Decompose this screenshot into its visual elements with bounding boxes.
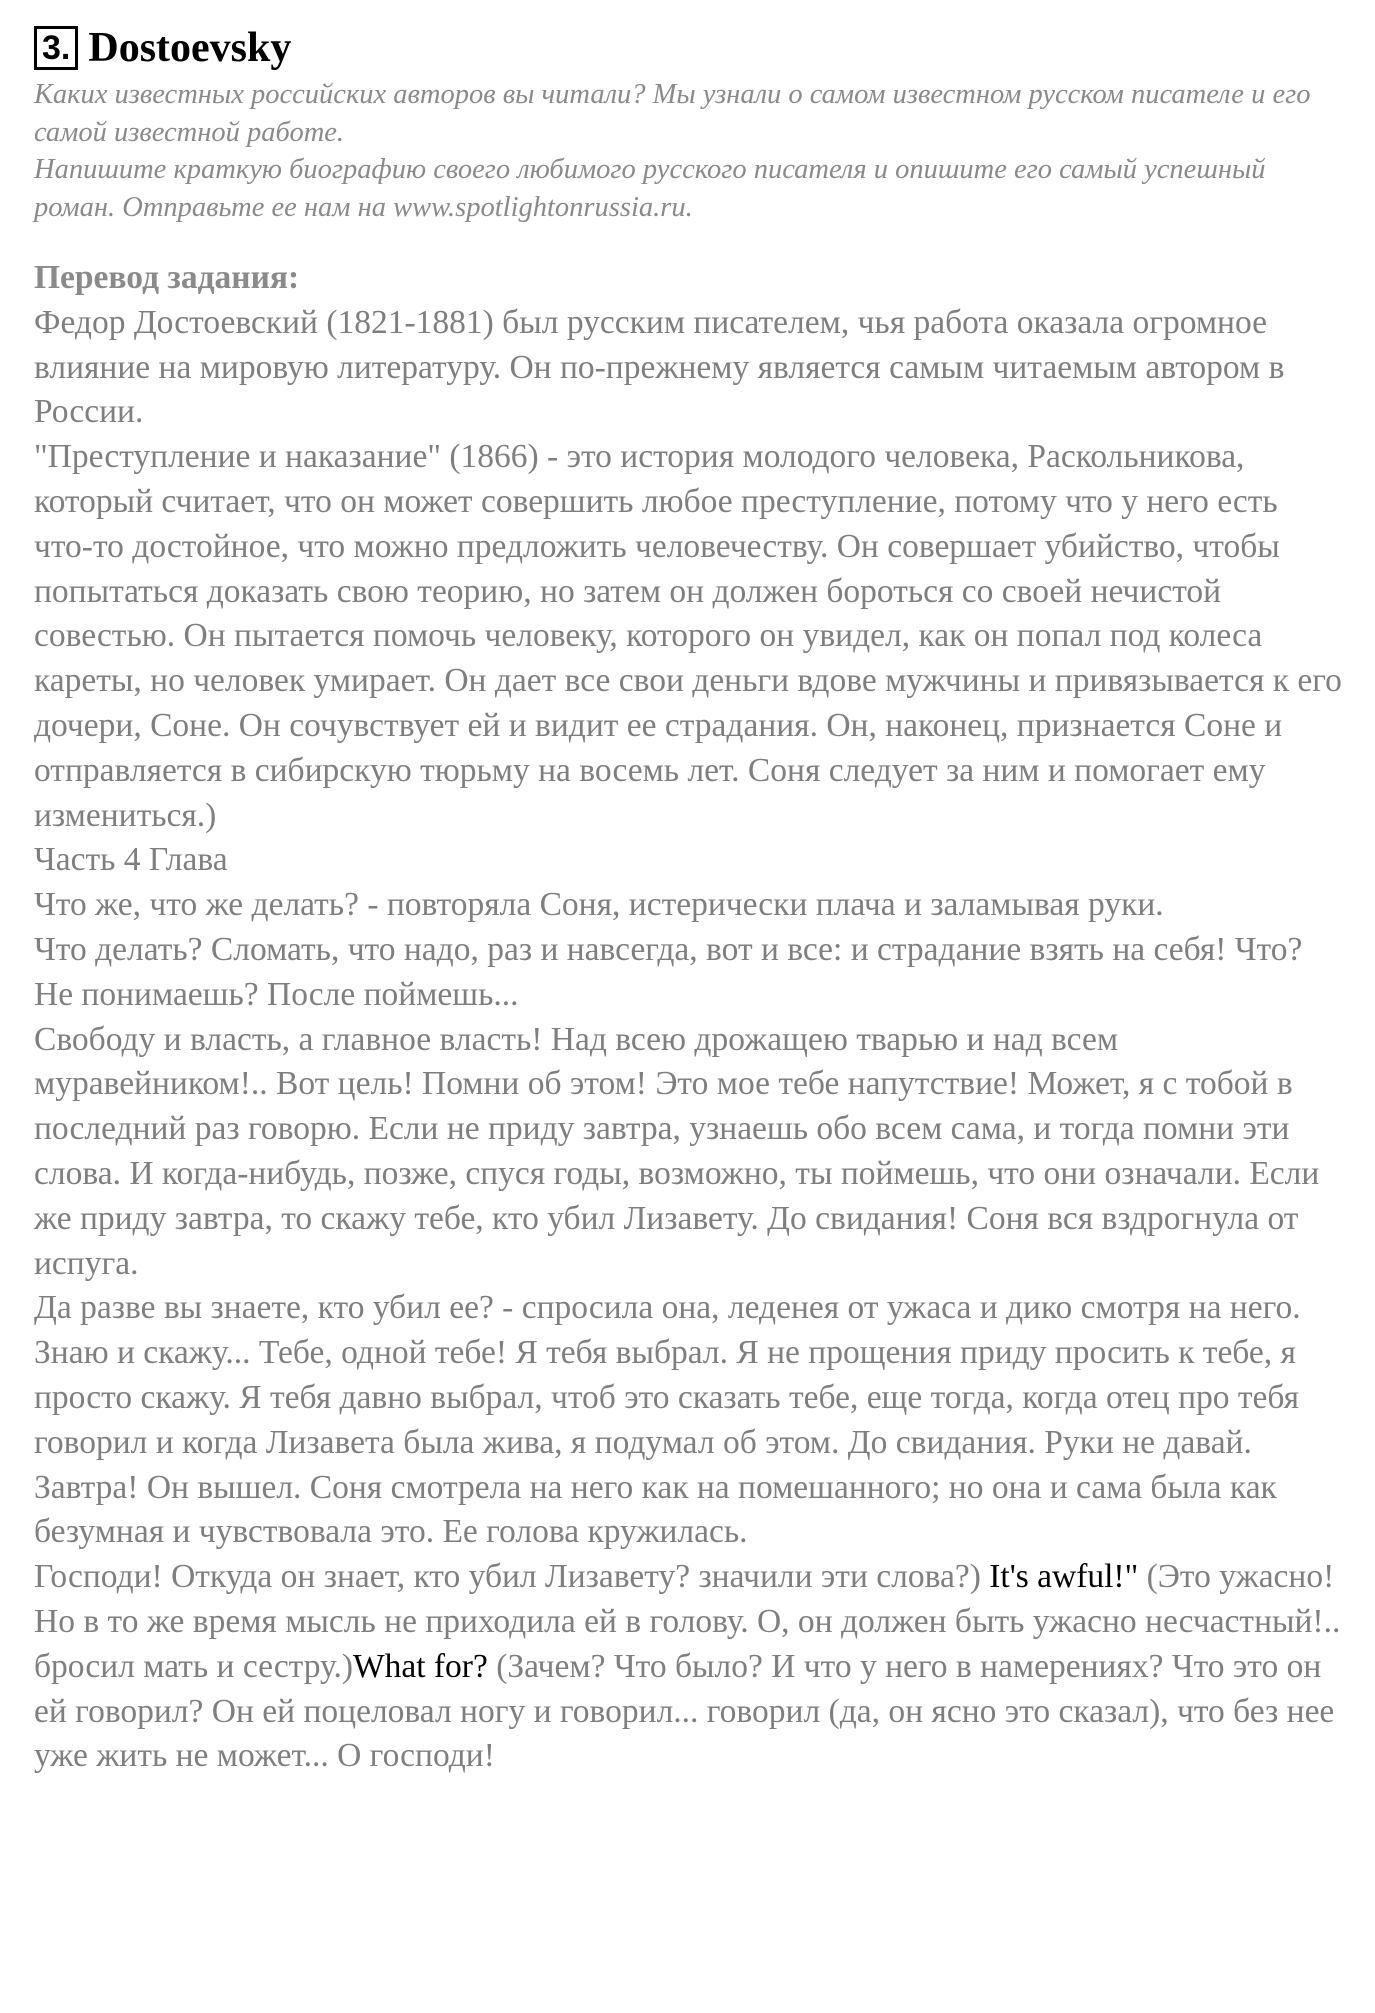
english-quote: What for? (352, 1647, 488, 1685)
paragraph: Часть 4 Глава (34, 841, 228, 879)
task-line: Каких известных российских авторов вы читали? Мы узнали о самом известном русском писателе и его самой известной работе. (34, 79, 1311, 148)
paragraph: Что же, что же делать? - повторяла Соня, истерически плача и заламывая руки. (34, 886, 1164, 924)
english-quote: It's awful!" (989, 1558, 1139, 1596)
text-segment: (Зачем? Что было? И что у него в намерениях? Что это он ей говорил? Он ей поцеловал ногу и говорил... говорил (да, он ясно это сказал), что без нее уже жить не может... О господи! (34, 1647, 1335, 1775)
task-text (34, 76, 1344, 226)
paragraph: Что делать? Сломать, что надо, раз и навсегда, вот и все: и страдание взять на себя! Что? Не понимаешь? После поймешь... (34, 930, 1303, 1013)
document-page (34, 22, 1344, 1779)
paragraph: Свободу и власть, а главное власть! Над всею дрожащею тварью и над всем муравейником!.. Вот цель! Помни об этом! Это мое тебе напутствие! Может, я с тобой в последний раз говорю. Если не приду завтра, узнаешь обо всем сама, и тогда помни эти слова. И когда-нибудь, позже, спуся годы, возможно, ты поймешь, что они означали. Если же приду завтра, то скажу тебе, кто убил Лизавету. До свидания! Соня вся вздрогнула от испуга. (34, 1020, 1320, 1282)
paragraph: Федор Достоевский (1821-1881) был русским писателем, чья работа оказала огромное влияние на мировую литературу. Он по-прежнему является самым читаемым автором в России. (34, 303, 1285, 431)
task-line: Напишите краткую биографию своего любимого русского писателя и опишите его самый успешный роман. Отправьте ее нам на www.spotlightonrussia.ru. (34, 154, 1266, 223)
paragraph: Да разве вы знаете, кто убил ее? - спросила она, леденея от ужаса и дико смотря на него. (34, 1289, 1301, 1327)
exercise-header (34, 22, 1344, 74)
exercise-title: Dostoevsky (88, 25, 292, 71)
text-segment: Господи! Откуда он знает, кто убил Лизавету? значили эти слова?) (34, 1558, 990, 1596)
paragraph (34, 1555, 1344, 1779)
paragraph: "Преступление и наказание" (1866) - это история молодого человека, Раскольникова, который считает, что он может совершить любое преступление, потому что у него есть что-то достойное, что можно предложить человечеству. Он совершает убийство, чтобы попытаться доказать свою теорию, но затем он должен бороться со своей нечистой совестью. Он пытается помочь человеку, которого он увидел, как он попал под колеса кареты, но человек умирает. Он дает все свои деньги вдове мужчины и привязывается к его дочери, Соне. Он сочувствует ей и видит ее страдания. Он, наконец, признается Соне и отправляется в сибирскую тюрьму на восемь лет. Соня следует за ним и помогает ему измениться.) (34, 438, 1342, 834)
translation-section (34, 256, 1344, 1779)
exercise-number: 3. (34, 26, 78, 70)
translation-heading: Перевод задания: (34, 259, 300, 296)
paragraph: Знаю и скажу... Тебе, одной тебе! Я тебя выбрал. Я не прощения приду просить к тебе, я просто скажу. Я тебя давно выбрал, чтоб это сказать тебе, еще тогда, когда отец про тебя говорил и когда Лизавета была жива, я подумал об этом. До свидания. Руки не давай. Завтра! Он вышел. Соня смотрела на него как на помешанного; но она и сама была как безумная и чувствовала это. Ее голова кружилась. (34, 1334, 1300, 1551)
text-segment: (Это ужасно! Но в то же время мысль не приходила ей в голову. О, он должен быть ужасно несчастный!.. бросил мать и сестру.) (34, 1558, 1341, 1685)
